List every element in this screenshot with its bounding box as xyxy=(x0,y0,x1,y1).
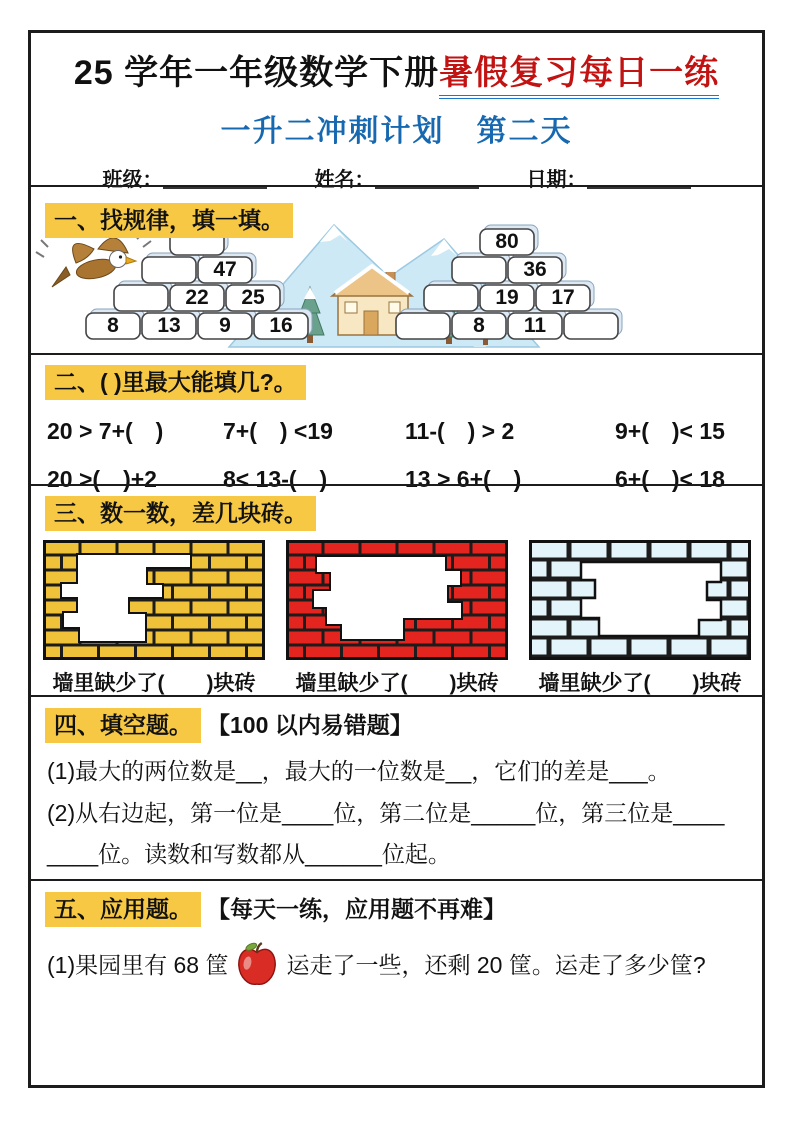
section-3-count-bricks xyxy=(31,484,762,695)
pyramid-value: 47 xyxy=(213,258,237,281)
equation-cell[interactable]: 8< 13-( ) xyxy=(223,465,328,492)
pyramid-brick[interactable] xyxy=(564,313,618,339)
page-title xyxy=(31,45,762,99)
section-5-word-problems xyxy=(31,879,762,1085)
date-label: 日期： xyxy=(526,169,587,191)
pyramid-brick[interactable] xyxy=(452,257,506,283)
section-4-subtitle: 【100 以内易错题】 xyxy=(207,712,413,738)
wall-caption[interactable]: 墙里缺少了( )块砖 xyxy=(538,671,742,695)
wall-caption[interactable]: 墙里缺少了( )块砖 xyxy=(295,671,499,695)
title-red-part: 暑假复习每日一练 xyxy=(439,45,719,99)
pyramid-value: 8 xyxy=(473,314,485,337)
section-5-title: 五、应用题。 xyxy=(45,892,201,927)
section-1-pattern xyxy=(31,185,762,353)
page-subtitle: 一升二冲刺计划 第二天 xyxy=(220,115,573,148)
pyramid-value: 22 xyxy=(185,286,209,309)
pyramid-value: 13 xyxy=(157,314,181,337)
pyramid-value: 80 xyxy=(495,230,519,253)
equation-cell[interactable]: 20 >( )+2 xyxy=(47,465,157,492)
pyramid-brick[interactable] xyxy=(114,285,168,311)
fill-blank-line[interactable]: (1)最大的两位数是__，最大的一位数是__，它们的差是___。 xyxy=(47,757,671,784)
pyramid-value: 16 xyxy=(269,314,293,337)
pyramid-value: 25 xyxy=(241,286,265,309)
apple-icon xyxy=(236,941,278,987)
word-problem-1[interactable] xyxy=(31,941,762,987)
header xyxy=(31,33,762,191)
wall-caption[interactable]: 墙里缺少了( )块砖 xyxy=(52,671,256,695)
yellow-brick-wall xyxy=(41,540,267,660)
pyramid-value: 11 xyxy=(523,314,547,337)
section-4-title: 四、填空题。 xyxy=(45,708,201,743)
section-2-title: 二、( )里最大能填几?。 xyxy=(45,365,306,400)
pyramid-brick[interactable] xyxy=(142,257,196,283)
word-problem-text-after: 运走了一些，还剩 20 筐。运走了多少筐? xyxy=(286,952,706,979)
equation-grid xyxy=(31,413,762,494)
eagle-icon xyxy=(36,232,151,287)
class-label: 班级： xyxy=(102,169,163,191)
section-4-fill-blanks xyxy=(31,695,762,879)
equation-cell[interactable]: 9+( )< 15 xyxy=(615,417,725,444)
pyramid-value: 8 xyxy=(107,314,119,337)
equation-cell[interactable]: 6+( )< 18 xyxy=(615,465,725,492)
fill-blank-line[interactable]: ____位。读数和写数都从______位起。 xyxy=(47,841,451,868)
section-5-subtitle: 【每天一练，应用题不再难】 xyxy=(207,896,506,922)
equation-cell[interactable]: 11-( ) > 2 xyxy=(405,417,515,444)
pyramid-value: 17 xyxy=(551,286,575,309)
red-wall-block xyxy=(284,540,510,697)
section-2-max-fill xyxy=(31,353,762,492)
equation-cell[interactable]: 7+( ) <19 xyxy=(223,417,333,444)
name-label: 姓名： xyxy=(314,169,375,191)
blue-wall-block xyxy=(527,540,753,697)
wall-hole xyxy=(581,562,721,636)
pyramid-value: 9 xyxy=(219,314,231,337)
equation-cell[interactable]: 13 > 6+( ) xyxy=(405,465,522,492)
yellow-wall-block xyxy=(41,540,267,697)
title-black-part: 25 学年一年级数学下册 xyxy=(73,54,440,92)
red-brick-wall xyxy=(284,540,510,660)
pyramid-value: 36 xyxy=(523,258,547,281)
pyramid-value: 19 xyxy=(495,286,519,309)
section-1-title: 一、找规律，填一填。 xyxy=(45,203,293,238)
word-problem-text-before: (1)果园里有 68 筐 xyxy=(47,952,229,979)
section-3-title: 三、数一数，差几块砖。 xyxy=(45,496,316,531)
equation-cell[interactable]: 20 > 7+( ) xyxy=(47,417,164,444)
blue-brick-wall xyxy=(527,540,753,660)
fill-blank-lines xyxy=(31,749,762,877)
pyramid-brick[interactable] xyxy=(396,313,450,339)
worksheet-frame xyxy=(28,30,765,1088)
fill-blank-line[interactable]: (2)从右边起，第一位是____位，第二位是_____位，第三位是____ xyxy=(47,799,725,826)
pyramid-brick[interactable] xyxy=(424,285,478,311)
